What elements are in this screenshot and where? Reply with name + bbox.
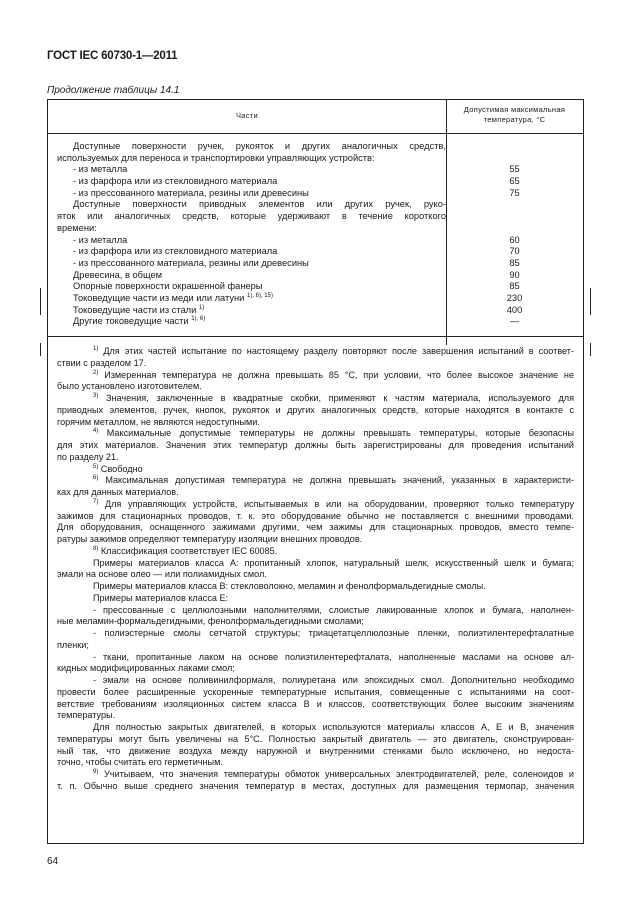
change-bar: [40, 288, 41, 315]
footnote: [57, 475, 574, 499]
row-temperature-value: 75: [509, 187, 520, 198]
footnote-line: [57, 358, 574, 370]
footnote: [57, 593, 574, 605]
footnote-line: [57, 581, 574, 593]
footnote-line: [57, 440, 574, 452]
row-label-text: Доступные поверхности приводных элементов или других ручек, руко-: [73, 199, 446, 210]
footnote-text: для этих материалов. Значения этих температур должны быть зарегистрированы для проведения испытаний: [57, 440, 574, 450]
row-temperature-value: 400: [506, 304, 523, 315]
footnote-ref: 1), 6), 15): [246, 292, 273, 299]
footnote-text: - ткани, пропитанные лаком на основе полиэтилентерефталата, наполненные маслами на основе ал-: [93, 651, 574, 662]
row-temperature-value: 230: [506, 292, 523, 303]
row-label-text: - из металла: [73, 234, 128, 245]
footnote-text: - прессованные с целлюлозными наполнителями, слоистые лакированные хлопок и бумага, наполнен-: [93, 604, 574, 615]
footnote-marker: 9): [93, 769, 99, 775]
table-footnotes: [48, 346, 583, 793]
row-label: [57, 211, 446, 223]
footnote-line: [57, 417, 574, 429]
footnote-marker: 5): [93, 463, 99, 470]
footnote: [57, 605, 574, 629]
footnote-text: Для полностью закрытых двигателей, в которых используются материалы классов А, Е и В, значения: [93, 722, 574, 732]
footnote-text: температуры.: [57, 710, 116, 721]
row-label-text: Древесина, в общем: [73, 269, 163, 280]
footnote-line: [57, 393, 574, 405]
footnote-line: [57, 346, 574, 358]
footnote-line: [57, 405, 574, 417]
footnote-text: Значения, заключенные в квадратные скобки, применяют к частям материала, используемого для: [106, 393, 575, 403]
footnote-line: [57, 428, 574, 440]
row-label-text: яток или аналогичных средств, которые удерживают в течение короткого: [57, 211, 446, 222]
table-body: [48, 141, 583, 328]
footnote-line: [57, 499, 574, 511]
row-label: [73, 293, 446, 305]
footnote-line: [57, 511, 574, 523]
footnote-text: Для управляющих устройств, испытываемых в или на оборудовании, проверяют только температуру: [104, 498, 574, 509]
footnote-line: [57, 734, 574, 746]
footnote: [57, 464, 574, 476]
footnote-line: [57, 769, 574, 781]
footnote-line: [57, 699, 574, 711]
row-label: [73, 270, 446, 282]
footnote-text: температуры могут быть увеличены на 5°С. Полностью закрытый двигатель — это двигатель, сконструирован-: [57, 733, 574, 744]
footnote-marker: 1): [93, 346, 99, 352]
row-label: [73, 235, 446, 247]
footnote-text: ствии с разделом 17.: [57, 357, 147, 368]
row-label-text: - из фарфора или из стекловидного материала: [73, 176, 278, 187]
row-temperature-value: 55: [509, 164, 520, 175]
footnote-text: эмали на основе олео — или полиамидных смол.: [57, 569, 267, 580]
row-label-text: используемых для переноса и транспортировки управляющих устройств:: [57, 152, 375, 163]
table-row: [48, 153, 583, 165]
row-label-text: - из прессованного материала, резины или древесины: [73, 187, 309, 198]
table-row: [48, 211, 583, 223]
footnote-line: [57, 757, 574, 769]
footnote-line: [57, 464, 574, 476]
footnote-marker: 2): [93, 369, 99, 376]
footnote-marker: 3): [93, 393, 99, 399]
footnote: [57, 499, 574, 546]
footnote-ref: 1): [198, 304, 205, 311]
footnote-line: [57, 381, 574, 393]
footnote: [57, 722, 574, 769]
footnote-line: [57, 710, 574, 722]
row-label: [57, 223, 446, 235]
footnote-text: т. п. Обычно выше среднего значения температур в местах, доступных для размещения термопар, значения: [57, 780, 574, 791]
footnote-text: Для этих частей испытание по настоящему разделу повторяют после завершения испытаний в соответ-: [103, 346, 574, 356]
table-row: [48, 246, 583, 258]
footnote: [57, 370, 574, 394]
row-label-text: Опорные поверхности окрашенной фанеры: [73, 281, 263, 292]
row-label: [57, 153, 446, 165]
footnote-line: [57, 558, 574, 570]
footnote-text: - эмали на основе поливинилформаля, полиуретана или эпоксидных смол. Дополнительно необходимо: [93, 675, 574, 685]
row-temperature-value: 85: [509, 281, 520, 292]
table-row: [48, 293, 583, 305]
row-temperature-value: 60: [509, 234, 520, 245]
row-temperature-value: 65: [509, 176, 520, 187]
footnote-line: [57, 746, 574, 758]
table-row: [48, 199, 583, 211]
footnote-text: пленки;: [57, 639, 89, 650]
table-row: [48, 316, 583, 328]
footnote: [57, 628, 574, 652]
table-row: [48, 270, 583, 282]
row-label: [73, 176, 446, 188]
footnote-ref: 1), 6): [191, 316, 206, 323]
row-label-text: Токоведущие части из меди или латуни: [73, 292, 245, 303]
row-temperature-value: 85: [509, 257, 520, 268]
notes-divider: [48, 336, 583, 337]
footnote-text: провести более расширенные ускоренные температурные испытания, совмещенные с испытаниями на соот-: [57, 686, 574, 697]
footnote-text: Учитываем, что значения температуры обмоток универсальных электродвигателей, реле, соленоидов и: [104, 769, 574, 779]
footnote-line: [57, 475, 574, 487]
row-label-text: - из прессованного материала, резины или древесины: [73, 257, 309, 268]
row-label-text: - из металла: [73, 164, 128, 175]
footnote: [57, 769, 574, 793]
footnote: [57, 546, 574, 558]
row-label-text: Доступные поверхности ручек, рукояток и других аналогичных средств,: [73, 141, 446, 151]
footnote-text: Примеры материалов класса Е:: [93, 592, 229, 603]
footnote-line: [57, 487, 574, 499]
table-row: [48, 258, 583, 270]
table-row: [48, 235, 583, 247]
footnote-text: приводных элементов, ручек, кнопок, рукояток и других аналогичных средств, которые находятся в контакте с: [57, 404, 574, 415]
column-header-parts: Части: [235, 111, 259, 120]
row-label: [73, 258, 446, 270]
footnote-line: [57, 616, 574, 628]
footnote-marker: 8): [93, 545, 99, 552]
footnote-text: ках для данных материалов.: [57, 487, 179, 497]
column-header-temperature: [446, 105, 583, 125]
footnote-line: [57, 452, 574, 464]
footnote-text: ветствие требованиям изоляционных систем класса В и классов, соответствующих более высоким значениям: [57, 698, 574, 709]
footnote-text: кидных модифицированных лаками смол;: [57, 663, 235, 674]
row-label-text: времени:: [57, 222, 97, 233]
footnote: [57, 581, 574, 593]
row-label: [73, 305, 446, 317]
footnote-marker: 7): [93, 498, 99, 505]
footnote-text: ратуры зажимов определяют температуру изоляции внешних проводов.: [57, 534, 363, 544]
footnote-line: [57, 640, 574, 652]
table-row: [48, 223, 583, 235]
table-row: [48, 164, 583, 176]
footnote-text: зажимов для стационарных проводов, т. к. это оборудование обычно не поставляется с внешними проводами.: [57, 510, 574, 521]
row-label: [73, 281, 446, 293]
footnote-line: [57, 534, 574, 546]
footnote: [57, 675, 574, 722]
table-row: [48, 176, 583, 188]
footnote-marker: 6): [93, 475, 99, 482]
footnote-text: точно, чтобы считать его герметичным.: [57, 757, 223, 768]
column-header-temperature-line1: Допустимая максимальная: [463, 105, 566, 114]
footnote-line: [57, 370, 574, 382]
footnote-text: Измеренная температура не должна превышать 85 °С, при условии, что более высокое значение не: [104, 369, 574, 380]
row-temperature-value: 90: [509, 269, 520, 280]
footnote-text: - полиэстерные смолы сетчатой структуры; триацетатцеллюлозные пленки, полиэтилентерефталатные: [93, 628, 574, 638]
footnote-text: было установлено изготовителем.: [57, 381, 202, 392]
document-id: ГОСТ IEC 60730-1—2011: [47, 50, 178, 62]
footnote-line: [57, 569, 574, 581]
footnote-text: Примеры материалов класса А: пропитанный хлопок, натуральный шелк, искусственный шелк и бумага;: [93, 557, 574, 568]
footnote-text: Для оборудования, оснащенного зажимами другими, чем зажимы для стационарных проводов, вместо темпе-: [57, 522, 574, 533]
row-label-text: - из фарфора или из стекловидного материала: [73, 246, 278, 257]
footnote-text: Примеры материалов класса В: стекловолокно, меламин и фенолформальдегидные смолы.: [93, 581, 486, 591]
footnote-line: [57, 652, 574, 664]
footnote-line: [57, 593, 574, 605]
footnote-line: [57, 663, 574, 675]
change-bar: [590, 288, 591, 315]
header-divider: [48, 133, 583, 134]
footnote-line: [57, 675, 574, 687]
column-header-temperature-line2: температура, °C: [483, 115, 546, 124]
row-label: [73, 199, 446, 211]
row-label-text: Другие токоведущие части: [73, 316, 189, 327]
table-row: [48, 188, 583, 200]
table-row: [48, 141, 583, 153]
row-label: [73, 246, 446, 258]
row-label: [73, 164, 446, 176]
row-label: [73, 188, 446, 200]
footnote: [57, 652, 574, 676]
footnote-line: [57, 628, 574, 640]
footnote-text: горячим металлом, не являются недоступными.: [57, 416, 260, 427]
page-number: 64: [47, 856, 59, 867]
footnote: [57, 346, 574, 370]
footnote-text: Максимальная допустимая температура не должна превышать значений, указанных в характеристи-: [105, 475, 574, 486]
table-14-1: [47, 99, 584, 844]
footnote-line: [57, 522, 574, 534]
footnote: [57, 428, 574, 463]
footnote: [57, 558, 574, 582]
footnote-text: Свободно: [100, 463, 143, 474]
footnote-line: [57, 546, 574, 558]
footnote-line: [57, 781, 574, 793]
footnote-text: по разделу 21.: [57, 451, 119, 462]
row-label: [73, 316, 446, 328]
table-row: [48, 305, 583, 317]
row-temperature-value: 70: [509, 246, 520, 257]
footnote-text: ный так, что движение воздуха между наружной и внутренними стенками было исключено, но недоста-: [57, 745, 574, 756]
footnote-marker: 4): [93, 428, 99, 435]
footnote: [57, 393, 574, 428]
footnote-text: Классификация соответствует IEC 60085.: [100, 545, 278, 556]
row-label-text: Токоведущие части из стали: [73, 304, 197, 315]
footnote-text: Максимальные допустимые температуры не должны превышать температуры, которые безопасны: [106, 428, 574, 439]
change-bar: [40, 343, 41, 356]
table-row: [48, 281, 583, 293]
footnote-line: [57, 722, 574, 734]
footnote-text: ные меламин-формальдегидными, фенолформальдегидными смолами;: [57, 616, 364, 627]
footnote-line: [57, 687, 574, 699]
footnote-line: [57, 605, 574, 617]
row-label: [73, 141, 446, 153]
row-temperature-value: —: [509, 316, 520, 327]
change-bar: [590, 343, 591, 356]
table-continuation-caption: Продолжение таблицы 14.1: [47, 85, 180, 96]
